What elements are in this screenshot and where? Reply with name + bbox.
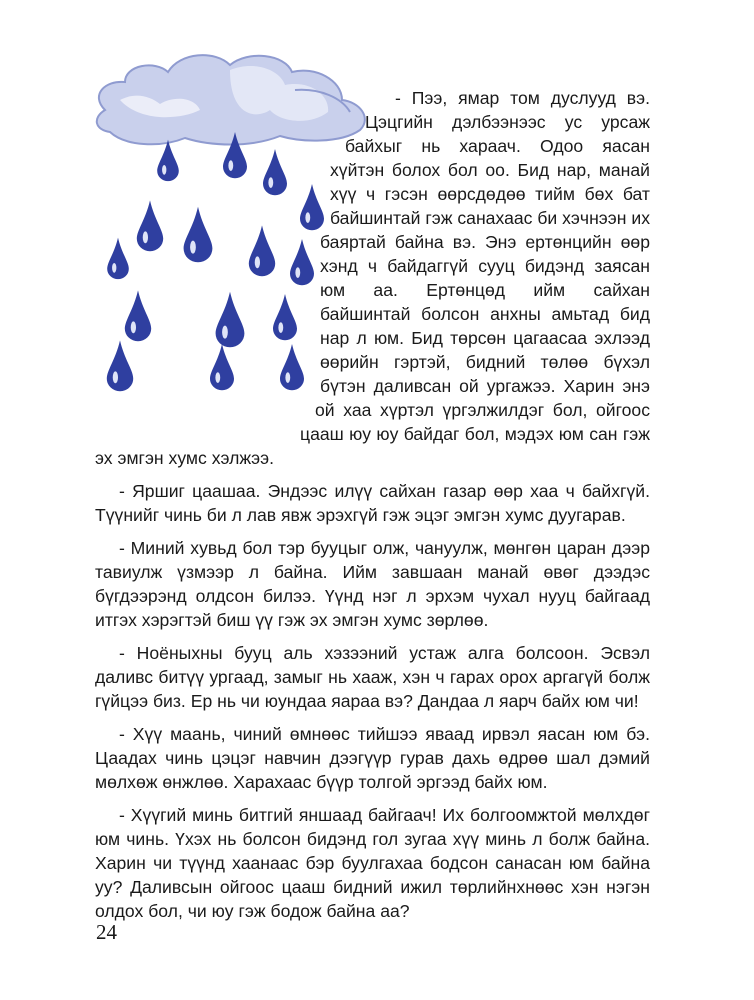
story-text (95, 86, 650, 932)
paragraph: - Хүү маань, чиний өмнөөс тийшээ яваад ирвэл яасан юм бэ. Цаадах чинь цэцэг навчин дээгүүр гурав дахь өдрөө шал дэмий мөлхөж өнжлөө. Харахаас бүүр толгой эргээд байх юм. (95, 724, 650, 792)
paragraph: - Ноёныхны бууц аль хэзээний устаж алга болсоон. Эсвэл даливс битүү ургаад, замыг нь хааж, хэн ч гарах орох аргагүй болж гүйцээ биз. Ер нь чи юундаа яараа вэ? Дандаа л яарч байх юм чи! (95, 643, 650, 711)
paragraph: - Хүүгий минь битгий яншаад байгаач! Их болгоомжтой мөлхдөг юм чинь. Үхэх нь болсон бидэнд гол зугаа хүү минь л болж байна. Харин чи түүнд хаанаас бэр буулгахаа бодсон санасан юм байна уу? Даливсын ойгоос цааш бидний ижил төрлийнхнөөс хэн нэгэн олдох бол, чи юу гэж бодож байна аа? (95, 805, 650, 921)
page-number: 24 (96, 920, 117, 944)
paragraph: - Миний хувьд бол тэр бууцыг олж, чануулж, мөнгөн царан дээр тавиулж үзмээр л байна. Ийм завшаан манай өвөг дээдэс бүгдээрэнд олдсон билээ. Үүнд нэг л эрхэм чухал нууц байгаад итгэх хэрэгтэй биш үү гэж эх эмгэн хумс зөрлөө. (95, 538, 650, 630)
paragraph: - Пээ, ямар том дуслууд вэ. Цэцгийн дэлбээнээс ус урсаж байхыг нь хараач. Одоо яасан хүйтэн болох бол оо. Бид нар, манай хүү ч гэсэн өөрсдөдөө тийм бөх бат байшинтай гэж санахаас би хэчнээн их баяртай байна вэ. Энэ ертөнцийн өөр хэнд ч байдаггүй сууц бидэнд заясан юм аа. Ертөнцөд ийм сайхан байшинтай болсон анхны амьтад бид нар л юм. Бид төрсөн цагаасаа эхлээд өөрийн гэртэй, бидний төлөө бүхэл бүтэн даливсан ой ургажээ. Харин энэ ой хаа хүртэл үргэлжилдэг бол, ойгоос цааш юу юу байдаг бол, мэдэх юм сан гэж эх эмгэн хумс хэлжээ. (95, 88, 650, 468)
paragraph: - Яршиг цаашаа. Эндээс илүү сайхан газар өөр хаа ч байхгүй. Түүнийг чинь би л лав явж эрэхгүй гэж эцэг эмгэн хумс дуугарав. (95, 481, 650, 525)
